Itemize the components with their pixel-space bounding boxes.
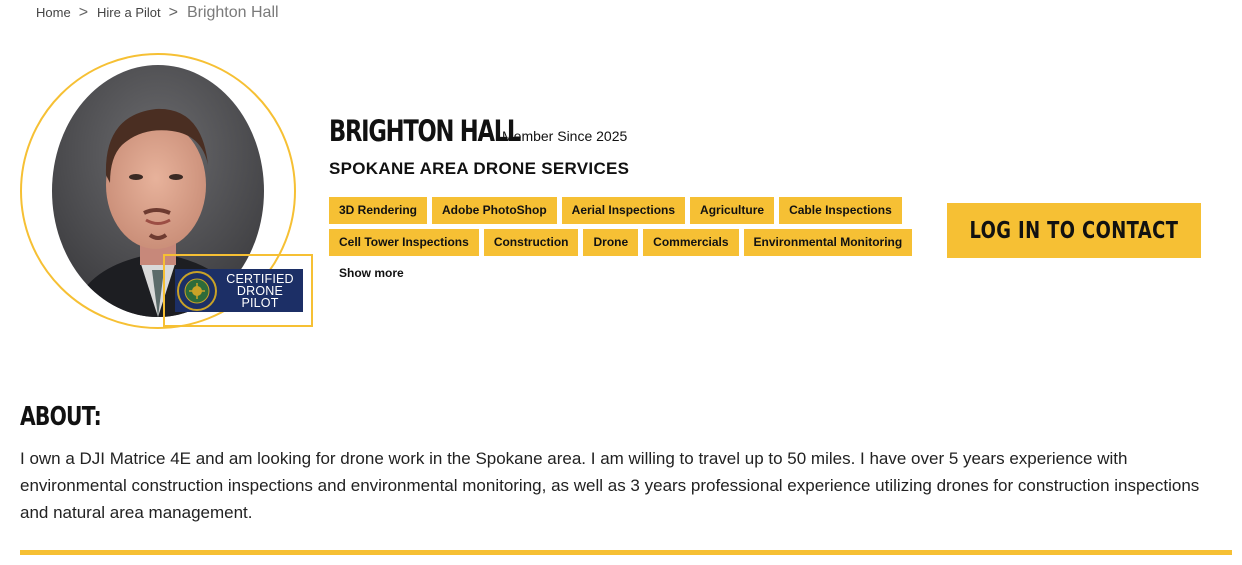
tag-adobe-photoshop[interactable]: Adobe PhotoShop — [432, 197, 557, 224]
breadcrumb-home-link[interactable]: Home — [36, 5, 71, 20]
tag-agriculture[interactable]: Agriculture — [690, 197, 774, 224]
tag-cell-tower-inspections[interactable]: Cell Tower Inspections — [329, 229, 479, 256]
tag-commercials[interactable]: Commercials — [643, 229, 738, 256]
breadcrumb-hire-a-pilot-link[interactable]: Hire a Pilot — [97, 5, 161, 20]
certified-drone-pilot-text — [217, 273, 303, 309]
tag-drone[interactable]: Drone — [583, 229, 638, 256]
about-heading: ABOUT: — [20, 402, 102, 432]
tag-cable-inspections[interactable]: Cable Inspections — [779, 197, 902, 224]
show-more-link[interactable]: Show more — [339, 266, 404, 280]
breadcrumb — [36, 4, 279, 22]
company-name: SPOKANE AREA DRONE SERVICES — [329, 159, 630, 178]
tag-aerial-inspections[interactable]: Aerial Inspections — [562, 197, 685, 224]
section-divider — [20, 550, 1232, 555]
breadcrumb-current: Brighton Hall — [186, 4, 279, 21]
faa-seal-icon — [177, 271, 217, 311]
service-tags — [329, 197, 929, 261]
member-since: Member Since 2025 — [502, 128, 628, 144]
breadcrumb-separator: > — [168, 4, 178, 21]
contact-button-label: LOG IN TO CONTACT — [969, 217, 1179, 244]
breadcrumb-separator: > — [78, 4, 89, 21]
certified-pilot-badge — [163, 254, 313, 327]
about-text: I own a DJI Matrice 4E and am looking for drone work in the Spokane area. I am willing to travel up to 50 miles. I have over 5 years experience with environmental construction inspections and environmental monitoring, as well as 3 years professional experience utilizing drones for construction inspections and natural area management. — [20, 449, 1200, 522]
tag-3d-rendering[interactable]: 3D Rendering — [329, 197, 427, 224]
tag-construction[interactable]: Construction — [484, 229, 579, 256]
pilot-name: BRIGHTON HALL — [329, 114, 521, 148]
tag-environmental-monitoring[interactable]: Environmental Monitoring — [744, 229, 913, 256]
tag-row — [329, 197, 929, 224]
tag-row — [329, 229, 929, 256]
log-in-to-contact-button[interactable] — [947, 203, 1201, 258]
cert-line-3: PILOT — [241, 295, 279, 310]
cert-line-1: CERTIFIED — [226, 271, 294, 286]
certified-pilot-label — [175, 269, 303, 312]
name-row — [329, 114, 627, 148]
cert-line-2: DRONE — [236, 283, 284, 298]
